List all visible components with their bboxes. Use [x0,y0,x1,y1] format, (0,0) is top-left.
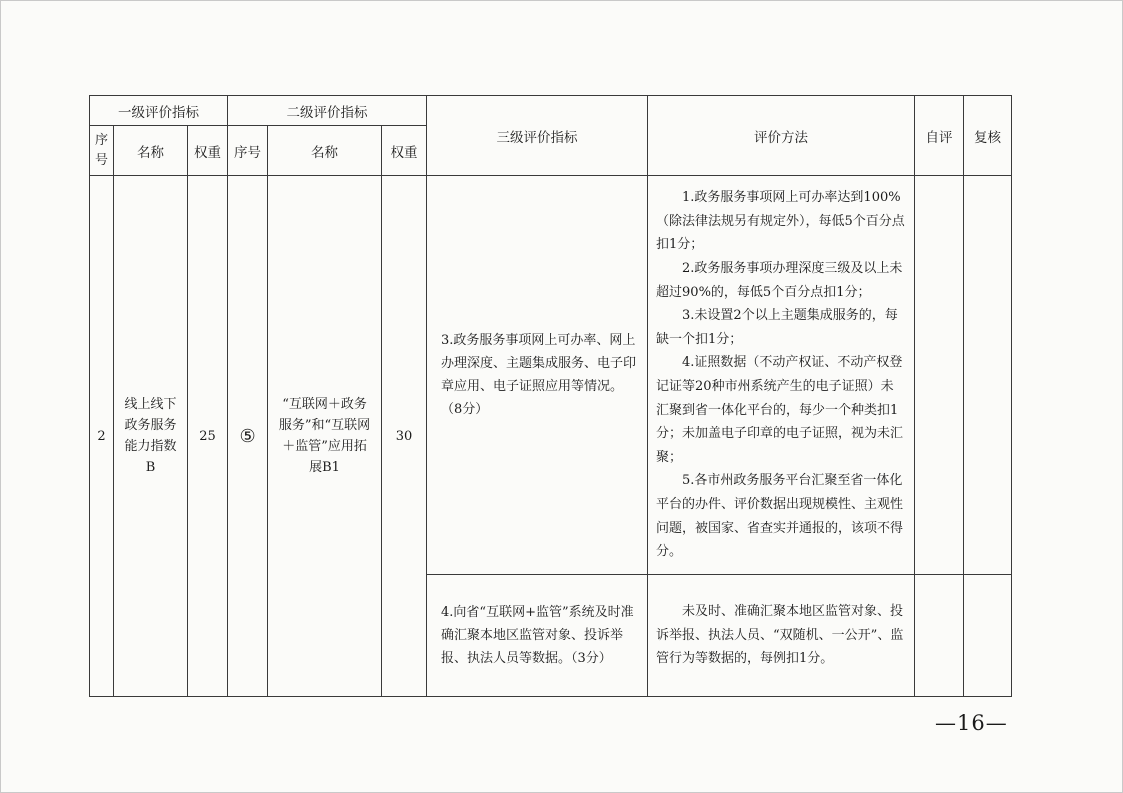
method-item-1-line-1: 1.政务服务事项网上可办率达到100%（除法律法规另有规定外），每低5个百分点扣1分； [656,190,905,253]
page-number: —16— [935,711,1008,735]
evaluation-table [89,95,1012,697]
header-level1-group: 一级评价指标 [90,96,228,126]
level1-name: 线上线下政务服务能力指数B [114,176,188,697]
table-row [90,176,1012,575]
method-item-2-line-1: 未及时、准确汇聚本地区监管对象、投诉举报、执法人员、“双随机、一公开”、监管行为等数据的，每例扣1分。 [656,604,904,667]
level2-seq: ⑤ [228,176,268,697]
header-seq2: 序号 [228,126,268,176]
header-seq: 序号 [90,126,114,176]
header-method: 评价方法 [648,96,915,176]
level3-item-2: 4.向省“互联网+监管”系统及时准确汇聚本地区监管对象、投诉举报、执法人员等数据。（3分） [427,574,648,696]
header-self-eval: 自评 [915,96,964,176]
level2-weight: 30 [382,176,427,697]
method-item-1-line-5: 5.各市州政务服务平台汇聚至省一体化平台的办件、评价数据出现规模性、主观性问题，被国家、省查实并通报的，该项不得分。 [656,473,904,560]
method-item-1 [648,176,915,575]
header-review: 复核 [964,96,1012,176]
method-item-1-line-2: 2.政务服务事项办理深度三级及以上未超过90%的，每低5个百分点扣1分； [656,260,903,300]
header-level2-group: 二级评价指标 [228,96,427,126]
self-eval-1 [915,176,964,575]
method-item-1-line-4: 4.证照数据（不动产权证、不动产权登记证等20种市州系统产生的电子证照）未汇聚到省一体化平台的，每少一个种类扣1分；未加盖电子印章的电子证照，视为未汇聚； [656,355,904,465]
header-weight2: 权重 [382,126,427,176]
review-2 [964,574,1012,696]
level2-name: “互联网＋政务服务”和“互联网＋监管”应用拓展B1 [268,176,382,697]
header-name2: 名称 [268,126,382,176]
method-item-1-line-3: 3.未设置2个以上主题集成服务的，每缺一个扣1分； [656,308,898,347]
review-1 [964,176,1012,575]
self-eval-2 [915,574,964,696]
header-name: 名称 [114,126,188,176]
header-weight: 权重 [188,126,228,176]
header-level3: 三级评价指标 [427,96,648,176]
method-item-2 [648,574,915,696]
level1-seq: 2 [90,176,114,697]
level3-item-1: 3.政务服务事项网上可办率、网上办理深度、主题集成服务、电子印章应用、电子证照应用等情况。（8分） [427,176,648,575]
level1-weight: 25 [188,176,228,697]
